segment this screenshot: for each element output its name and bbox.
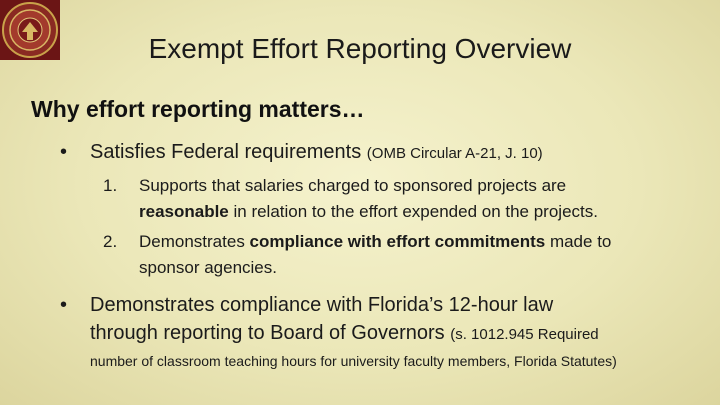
numbered-marker: 1. [103,176,118,195]
bullet-line-2 [90,319,617,349]
bullet-line-2-main: through reporting to Board of Governors [90,322,451,344]
bullet-text-main: Satisfies Federal requirements [90,141,367,163]
bullet-line-3-citation: number of classroom teaching hours for university faculty members, Florida Statutes) [90,353,617,369]
numbered-bold: reasonable [139,202,229,221]
bullet-text [90,138,543,168]
numbered-bold: compliance with effort commitments [249,232,546,251]
bullet-line-1: Demonstrates compliance with Florida’s 12-hour law [90,294,554,316]
bullet-line-2-citation: (s. 1012.945 Required [450,326,599,343]
numbered-line-1 [139,229,611,255]
bullet-text [90,291,617,373]
slide-title: Exempt Effort Reporting Overview [148,33,572,64]
numbered-pre: Demonstrates [139,232,250,251]
numbered-post: made to [545,232,612,251]
slide-subtitle: Why effort reporting matters… [31,96,365,122]
numbered-line-2: sponsor agencies. [139,258,277,277]
numbered-text [139,229,611,281]
numbered-marker: 2. [103,232,118,251]
numbered-line-1: Supports that salaries charged to sponsored projects are [139,176,567,195]
bullet-marker: • [60,294,68,316]
bullet-text-citation: (OMB Circular A-21, J. 10) [366,145,543,162]
numbered-text [139,173,598,225]
numbered-line-2 [139,199,598,225]
numbered-rest: in relation to the effort expended on the projects. [228,202,598,221]
bullet-marker: • [60,141,68,163]
